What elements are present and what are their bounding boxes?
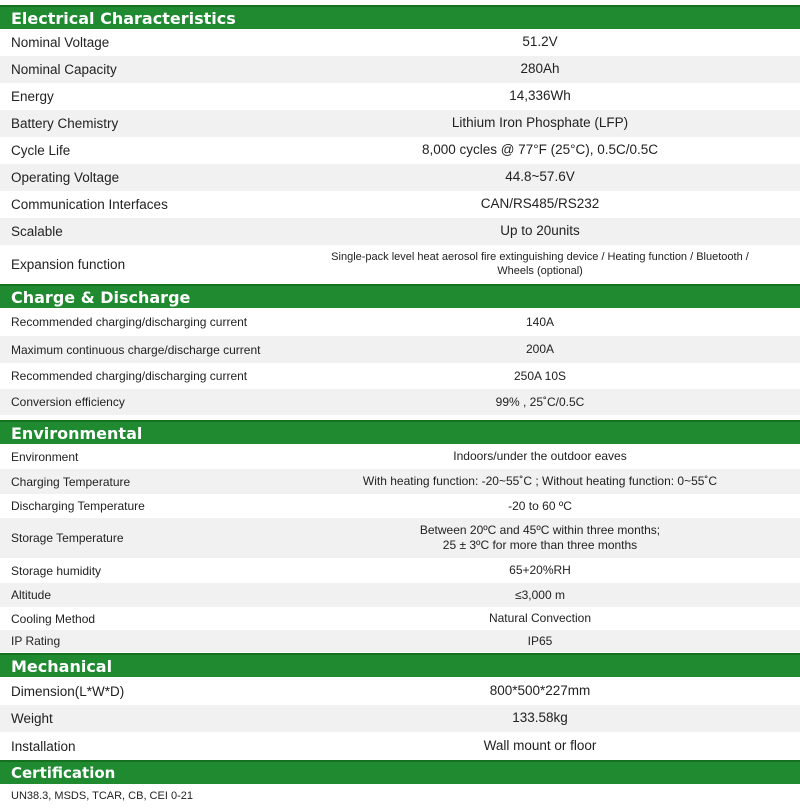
- spec-label: Nominal Voltage: [11, 35, 110, 50]
- spec-value: Single-pack level heat aerosol fire extinguishing device / Heating function / Bluetooth / Wheels (optional): [331, 250, 749, 277]
- spec-value: Lithium Iron Phosphate (LFP): [451, 115, 629, 131]
- spec-label: Installation: [11, 738, 76, 754]
- spec-value: Wall mount or floor: [483, 737, 597, 753]
- spec-label: Charging Temperature: [11, 474, 131, 489]
- spec-label: Storage humidity: [11, 563, 102, 578]
- spec-row: [0, 110, 800, 137]
- spec-label: Nominal Capacity: [11, 62, 117, 77]
- section-header-mechanical: Mechanical: [0, 653, 800, 677]
- spec-row: [0, 389, 800, 415]
- spec-row: [0, 218, 800, 245]
- spec-row: [0, 191, 800, 218]
- spec-label: Cooling Method: [11, 611, 96, 626]
- spec-label: Expansion function: [11, 257, 126, 272]
- spec-row: [0, 29, 800, 56]
- spec-row: [0, 245, 800, 284]
- spec-value: IP65: [527, 633, 553, 648]
- spec-label: Conversion efficiency: [11, 395, 125, 409]
- spec-value: With heating function: -20~55˚C ; Without heating function: 0~55˚C: [362, 474, 718, 488]
- spec-row: [0, 583, 800, 607]
- spec-row: [0, 56, 800, 83]
- spec-row: [0, 630, 800, 652]
- spec-value: CAN/RS485/RS232: [480, 196, 600, 212]
- spec-label: Discharging Temperature: [11, 499, 145, 513]
- spec-row: [0, 444, 800, 469]
- spec-label: Cycle Life: [11, 143, 71, 158]
- spec-label: Weight: [11, 711, 53, 726]
- spec-label: Scalable: [11, 224, 63, 239]
- spec-label: Communication Interfaces: [11, 197, 168, 212]
- spec-value: 44.8~57.6V: [505, 169, 575, 185]
- spec-value: 99% , 25˚C/0.5C: [495, 394, 585, 409]
- section-header-certification: Certification: [0, 760, 800, 784]
- spec-row: [0, 363, 800, 389]
- spec-row: [0, 137, 800, 164]
- spec-row: [0, 677, 800, 705]
- spec-label: Energy: [11, 89, 54, 104]
- spec-row: [0, 558, 800, 583]
- spec-label: Altitude: [11, 588, 52, 602]
- spec-value: 8,000 cycles @ 77°F (25°C), 0.5C/0.5C: [421, 142, 659, 158]
- spec-value: Indoors/under the outdoor eaves: [453, 449, 627, 463]
- spec-label: Storage Temperature: [11, 531, 124, 545]
- spec-value: ≤3,000 m: [515, 587, 565, 602]
- spec-value: 14,336Wh: [509, 88, 571, 104]
- spec-label: Operating Voltage: [11, 170, 120, 185]
- spec-value: 800*500*227mm: [489, 682, 591, 698]
- section-header-charge: Charge & Discharge: [0, 284, 800, 308]
- spec-row: [0, 469, 800, 494]
- spec-label: Recommended charging/discharging current: [11, 315, 248, 329]
- spec-value: Up to 20units: [500, 223, 580, 239]
- section-header-electrical: Electrical Characteristics: [0, 5, 800, 29]
- spec-row: [0, 732, 800, 760]
- spec-value: 200A: [525, 342, 555, 356]
- spec-row: [0, 83, 800, 110]
- spec-label: Dimension(L*W*D): [11, 683, 125, 699]
- spec-value: -20 to 60 ºC: [508, 498, 572, 513]
- spec-label: Recommended charging/discharging current: [11, 369, 248, 383]
- spec-value: 250A 10S: [513, 368, 567, 383]
- spec-row: [0, 518, 800, 558]
- spec-value: 280Ah: [520, 61, 560, 77]
- spec-value: 133.58kg: [512, 710, 568, 726]
- spec-row: [0, 164, 800, 191]
- section-header-environmental: Environmental: [0, 420, 800, 444]
- spec-value: 65+20%RH: [509, 563, 571, 577]
- spec-row: [0, 494, 800, 518]
- spec-row: [0, 705, 800, 732]
- spec-label: Battery Chemistry: [11, 116, 119, 131]
- spec-value: Natural Convection: [488, 611, 592, 625]
- spec-value: Between 20ºC and 45ºC within three months; 25 ± 3ºC for more than three months: [419, 523, 661, 552]
- spec-row: [0, 336, 800, 363]
- spec-value: 51.2V: [522, 34, 558, 50]
- spec-label: Environment: [11, 449, 79, 464]
- spec-row: [0, 308, 800, 336]
- spec-row: [0, 607, 800, 630]
- spec-value: 140A: [525, 314, 555, 329]
- spec-label: Maximum continuous charge/discharge current: [11, 342, 261, 357]
- certification-list: UN38.3, MSDS, TCAR, CB, CEI 0-21: [11, 790, 193, 802]
- spec-label: IP Rating: [11, 634, 61, 648]
